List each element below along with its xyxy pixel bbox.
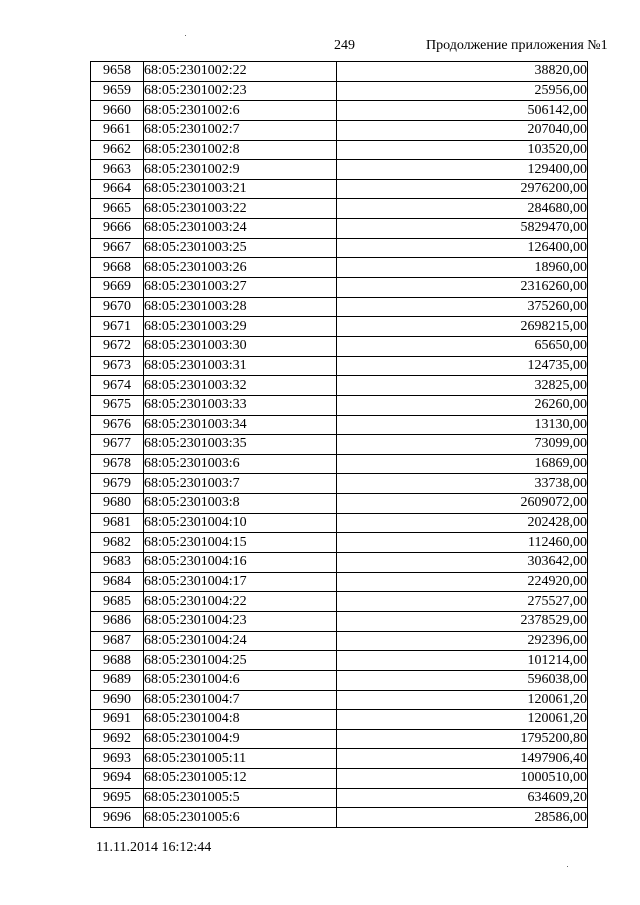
row-number-cell: 9664	[91, 179, 144, 199]
table-row	[91, 474, 588, 494]
table-row	[91, 572, 588, 592]
value-cell: 1795200,80	[337, 729, 588, 749]
row-number-cell: 9680	[91, 494, 144, 514]
cadastral-number-cell: 68:05:2301002:7	[144, 120, 337, 140]
row-number-cell: 9669	[91, 278, 144, 298]
value-cell: 303642,00	[337, 553, 588, 573]
table-row	[91, 219, 588, 239]
table-row	[91, 238, 588, 258]
appendix-title: Продолжение приложения №1	[426, 38, 608, 53]
row-number-cell: 9670	[91, 297, 144, 317]
table-row	[91, 415, 588, 435]
table-row	[91, 179, 588, 199]
row-number-cell: 9672	[91, 336, 144, 356]
table-row	[91, 631, 588, 651]
cadastral-number-cell: 68:05:2301004:24	[144, 631, 337, 651]
value-cell: 65650,00	[337, 336, 588, 356]
row-number-cell: 9695	[91, 788, 144, 808]
row-number-cell: 9683	[91, 553, 144, 573]
value-cell: 73099,00	[337, 435, 588, 455]
cadastral-number-cell: 68:05:2301003:24	[144, 219, 337, 239]
cadastral-number-cell: 68:05:2301004:25	[144, 651, 337, 671]
table-row	[91, 336, 588, 356]
row-number-cell: 9662	[91, 140, 144, 160]
row-number-cell: 9690	[91, 690, 144, 710]
row-number-cell: 9676	[91, 415, 144, 435]
cadastral-number-cell: 68:05:2301004:15	[144, 533, 337, 553]
row-number-cell: 9661	[91, 120, 144, 140]
cadastral-number-cell: 68:05:2301004:16	[144, 553, 337, 573]
value-cell: 101214,00	[337, 651, 588, 671]
table-row	[91, 160, 588, 180]
cadastral-number-cell: 68:05:2301003:21	[144, 179, 337, 199]
row-number-cell: 9689	[91, 670, 144, 690]
value-cell: 2378529,00	[337, 611, 588, 631]
row-number-cell: 9687	[91, 631, 144, 651]
value-cell: 207040,00	[337, 120, 588, 140]
scan-speck	[567, 866, 568, 867]
row-number-cell: 9671	[91, 317, 144, 337]
cadastral-number-cell: 68:05:2301004:7	[144, 690, 337, 710]
table-row	[91, 297, 588, 317]
row-number-cell: 9688	[91, 651, 144, 671]
cadastral-number-cell: 68:05:2301002:23	[144, 81, 337, 101]
value-cell: 596038,00	[337, 670, 588, 690]
table-row	[91, 729, 588, 749]
table-row	[91, 808, 588, 828]
table-row	[91, 62, 588, 82]
cadastral-number-cell: 68:05:2301005:11	[144, 749, 337, 769]
value-cell: 2976200,00	[337, 179, 588, 199]
cadastral-number-cell: 68:05:2301003:25	[144, 238, 337, 258]
table-row	[91, 395, 588, 415]
value-cell: 33738,00	[337, 474, 588, 494]
value-cell: 103520,00	[337, 140, 588, 160]
page-number: 249	[334, 38, 355, 53]
value-cell: 275527,00	[337, 592, 588, 612]
cadastral-number-cell: 68:05:2301003:28	[144, 297, 337, 317]
value-cell: 2698215,00	[337, 317, 588, 337]
cadastral-number-cell: 68:05:2301003:27	[144, 278, 337, 298]
table-row	[91, 592, 588, 612]
cadastral-number-cell: 68:05:2301005:5	[144, 788, 337, 808]
table-row	[91, 81, 588, 101]
value-cell: 18960,00	[337, 258, 588, 278]
row-number-cell: 9678	[91, 454, 144, 474]
value-cell: 1497906,40	[337, 749, 588, 769]
value-cell: 38820,00	[337, 62, 588, 82]
table-row	[91, 690, 588, 710]
cadastral-number-cell: 68:05:2301002:9	[144, 160, 337, 180]
value-cell: 1000510,00	[337, 769, 588, 789]
cadastral-number-cell: 68:05:2301004:8	[144, 710, 337, 730]
row-number-cell: 9693	[91, 749, 144, 769]
cadastral-number-cell: 68:05:2301003:26	[144, 258, 337, 278]
row-number-cell: 9694	[91, 769, 144, 789]
row-number-cell: 9682	[91, 533, 144, 553]
table-row	[91, 258, 588, 278]
cadastral-number-cell: 68:05:2301004:17	[144, 572, 337, 592]
table-row	[91, 376, 588, 396]
cadastral-number-cell: 68:05:2301003:34	[144, 415, 337, 435]
cadastral-number-cell: 68:05:2301002:6	[144, 101, 337, 121]
cadastral-number-cell: 68:05:2301005:6	[144, 808, 337, 828]
row-number-cell: 9667	[91, 238, 144, 258]
row-number-cell: 9686	[91, 611, 144, 631]
cadastral-number-cell: 68:05:2301002:22	[144, 62, 337, 82]
value-cell: 112460,00	[337, 533, 588, 553]
cadastral-number-cell: 68:05:2301003:7	[144, 474, 337, 494]
row-number-cell: 9668	[91, 258, 144, 278]
scan-speck	[185, 35, 186, 36]
cadastral-number-cell: 68:05:2301004:22	[144, 592, 337, 612]
value-cell: 2316260,00	[337, 278, 588, 298]
row-number-cell: 9681	[91, 513, 144, 533]
value-cell: 16869,00	[337, 454, 588, 474]
table-row	[91, 435, 588, 455]
row-number-cell: 9665	[91, 199, 144, 219]
cadastral-number-cell: 68:05:2301003:35	[144, 435, 337, 455]
row-number-cell: 9660	[91, 101, 144, 121]
registry-table-body	[91, 62, 588, 828]
table-row	[91, 553, 588, 573]
value-cell: 506142,00	[337, 101, 588, 121]
row-number-cell: 9696	[91, 808, 144, 828]
cadastral-number-cell: 68:05:2301004:23	[144, 611, 337, 631]
table-row	[91, 533, 588, 553]
cadastral-number-cell: 68:05:2301003:32	[144, 376, 337, 396]
row-number-cell: 9692	[91, 729, 144, 749]
cadastral-number-cell: 68:05:2301003:8	[144, 494, 337, 514]
value-cell: 32825,00	[337, 376, 588, 396]
table-row	[91, 670, 588, 690]
cadastral-number-cell: 68:05:2301003:22	[144, 199, 337, 219]
value-cell: 120061,20	[337, 690, 588, 710]
value-cell: 129400,00	[337, 160, 588, 180]
cadastral-number-cell: 68:05:2301003:33	[144, 395, 337, 415]
value-cell: 28586,00	[337, 808, 588, 828]
cadastral-number-cell: 68:05:2301004:10	[144, 513, 337, 533]
cadastral-number-cell: 68:05:2301003:29	[144, 317, 337, 337]
value-cell: 120061,20	[337, 710, 588, 730]
row-number-cell: 9658	[91, 62, 144, 82]
row-number-cell: 9674	[91, 376, 144, 396]
value-cell: 13130,00	[337, 415, 588, 435]
table-row	[91, 356, 588, 376]
cadastral-number-cell: 68:05:2301002:8	[144, 140, 337, 160]
table-row	[91, 101, 588, 121]
table-row	[91, 749, 588, 769]
cadastral-number-cell: 68:05:2301004:6	[144, 670, 337, 690]
row-number-cell: 9666	[91, 219, 144, 239]
row-number-cell: 9691	[91, 710, 144, 730]
value-cell: 634609,20	[337, 788, 588, 808]
registry-table	[90, 61, 588, 828]
table-row	[91, 278, 588, 298]
row-number-cell: 9659	[91, 81, 144, 101]
value-cell: 292396,00	[337, 631, 588, 651]
cadastral-number-cell: 68:05:2301003:6	[144, 454, 337, 474]
value-cell: 26260,00	[337, 395, 588, 415]
cadastral-number-cell: 68:05:2301003:31	[144, 356, 337, 376]
value-cell: 284680,00	[337, 199, 588, 219]
table-row	[91, 710, 588, 730]
row-number-cell: 9675	[91, 395, 144, 415]
row-number-cell: 9673	[91, 356, 144, 376]
row-number-cell: 9684	[91, 572, 144, 592]
cadastral-number-cell: 68:05:2301004:9	[144, 729, 337, 749]
value-cell: 124735,00	[337, 356, 588, 376]
row-number-cell: 9663	[91, 160, 144, 180]
value-cell: 25956,00	[337, 81, 588, 101]
table-row	[91, 140, 588, 160]
row-number-cell: 9679	[91, 474, 144, 494]
cadastral-number-cell: 68:05:2301005:12	[144, 769, 337, 789]
value-cell: 2609072,00	[337, 494, 588, 514]
table-row	[91, 513, 588, 533]
table-row	[91, 769, 588, 789]
value-cell: 5829470,00	[337, 219, 588, 239]
table-row	[91, 494, 588, 514]
value-cell: 375260,00	[337, 297, 588, 317]
cadastral-number-cell: 68:05:2301003:30	[144, 336, 337, 356]
row-number-cell: 9677	[91, 435, 144, 455]
table-row	[91, 651, 588, 671]
table-row	[91, 788, 588, 808]
table-row	[91, 611, 588, 631]
row-number-cell: 9685	[91, 592, 144, 612]
table-row	[91, 454, 588, 474]
value-cell: 202428,00	[337, 513, 588, 533]
table-row	[91, 120, 588, 140]
table-row	[91, 317, 588, 337]
value-cell: 126400,00	[337, 238, 588, 258]
print-timestamp: 11.11.2014 16:12:44	[96, 840, 212, 855]
value-cell: 224920,00	[337, 572, 588, 592]
table-row	[91, 199, 588, 219]
